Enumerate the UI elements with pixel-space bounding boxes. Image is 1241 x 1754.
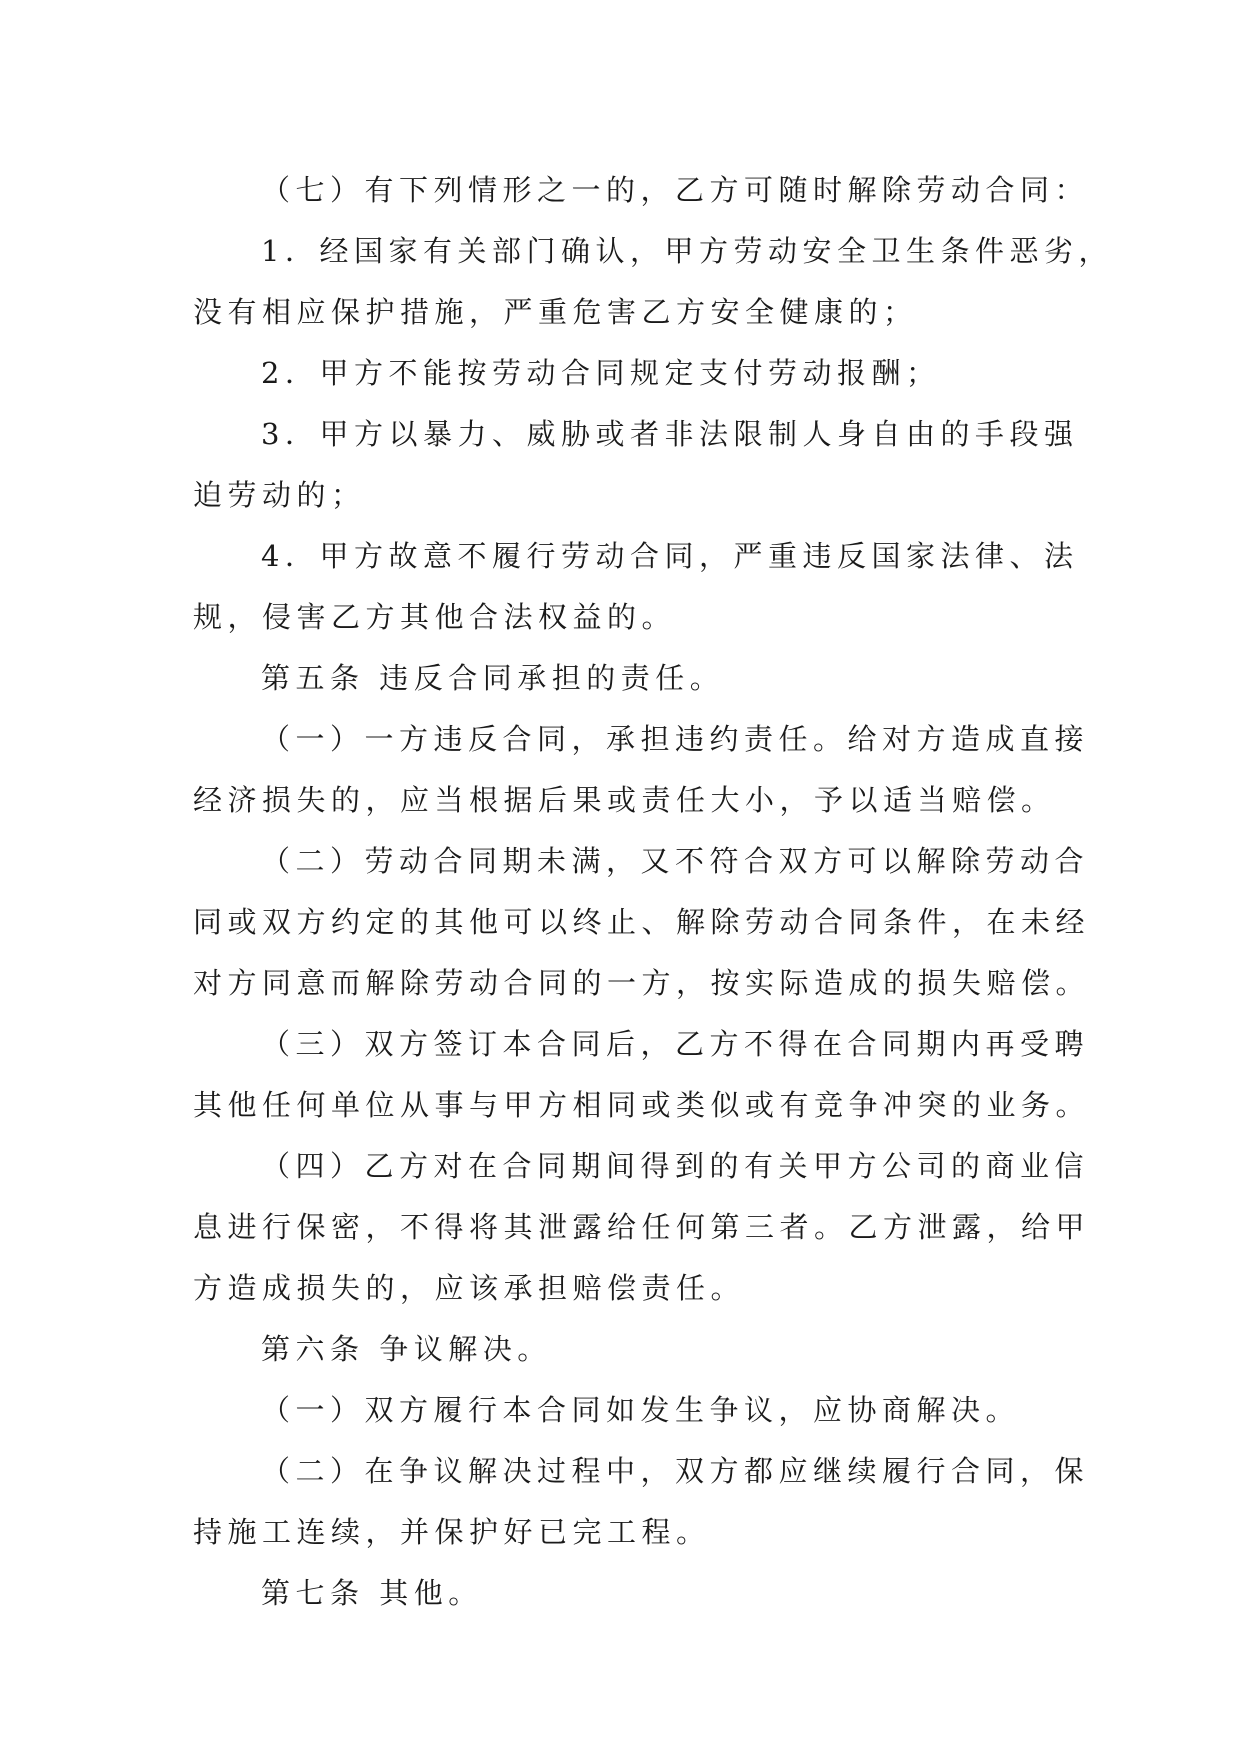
paragraph-line: （二）在争议解决过程中，双方都应继续履行合同，保 (261, 1454, 1090, 1488)
paragraph-line: 4．甲方故意不履行劳动合同，严重违反国家法律、法 (261, 539, 1079, 573)
paragraph-p14 (193, 1563, 1073, 1624)
paragraph-line: 1．经国家有关部门确认，甲方劳动安全卫生条件恶劣， (261, 234, 1113, 268)
paragraph-p12 (193, 1380, 1073, 1441)
paragraph-p9 (193, 1014, 1091, 1136)
paragraph-p4 (193, 404, 1079, 526)
paragraph-line: 其他任何单位从事与甲方相同或类似或有竞争冲突的业务。 (193, 1088, 1091, 1122)
paragraph-line: （一）一方违反合同，承担违约责任。给对方造成直接 (261, 722, 1090, 756)
paragraph-line: （一）双方履行本合同如发生争议，应协商解决。 (261, 1393, 1021, 1427)
paragraph-line: 对方同意而解除劳动合同的一方，按实际造成的损失赔偿。 (193, 966, 1091, 1000)
paragraph-p5 (193, 526, 1079, 648)
paragraph-line: 方造成损失的，应该承担赔偿责任。 (193, 1271, 746, 1305)
paragraph-p10 (193, 1136, 1091, 1319)
paragraph-line: 迫劳动的； (193, 478, 366, 512)
paragraph-line: （七）有下列情形之一的，乙方可随时解除劳动合同： (261, 173, 1090, 207)
paragraph-line: （四）乙方对在合同期间得到的有关甲方公司的商业信 (261, 1149, 1090, 1183)
paragraph-p8 (193, 831, 1091, 1014)
paragraph-line: 2．甲方不能按劳动合同规定支付劳动报酬； (261, 356, 941, 390)
paragraph-line: 没有相应保护措施，严重危害乙方安全健康的； (193, 295, 918, 329)
document-body (193, 160, 1113, 1624)
paragraph-line: 同或双方约定的其他可以终止、解除劳动合同条件，在未经 (193, 905, 1091, 939)
paragraph-line: （二）劳动合同期未满，又不符合双方可以解除劳动合 (261, 844, 1090, 878)
paragraph-p3 (193, 343, 1073, 404)
paragraph-p6 (193, 648, 1073, 709)
paragraph-p7 (193, 709, 1090, 831)
paragraph-line: （三）双方签订本合同后，乙方不得在合同期内再受聘 (261, 1027, 1090, 1061)
paragraph-line: 第六条 争议解决。 (261, 1332, 552, 1366)
paragraph-line: 息进行保密，不得将其泄露给任何第三者。乙方泄露，给甲 (193, 1210, 1091, 1244)
paragraph-line: 3．甲方以暴力、威胁或者非法限制人身自由的手段强 (261, 417, 1079, 451)
paragraph-line: 规，侵害乙方其他合法权益的。 (193, 600, 677, 634)
paragraph-line: 第五条 违反合同承担的责任。 (261, 661, 725, 695)
paragraph-p13 (193, 1441, 1090, 1563)
paragraph-p1 (193, 160, 1090, 221)
paragraph-p2 (193, 221, 1113, 343)
paragraph-p11 (193, 1319, 1073, 1380)
paragraph-line: 第七条 其他。 (261, 1576, 483, 1610)
paragraph-line: 持施工连续，并保护好已完工程。 (193, 1515, 711, 1549)
paragraph-line: 经济损失的，应当根据后果或责任大小，予以适当赔偿。 (193, 783, 1056, 817)
